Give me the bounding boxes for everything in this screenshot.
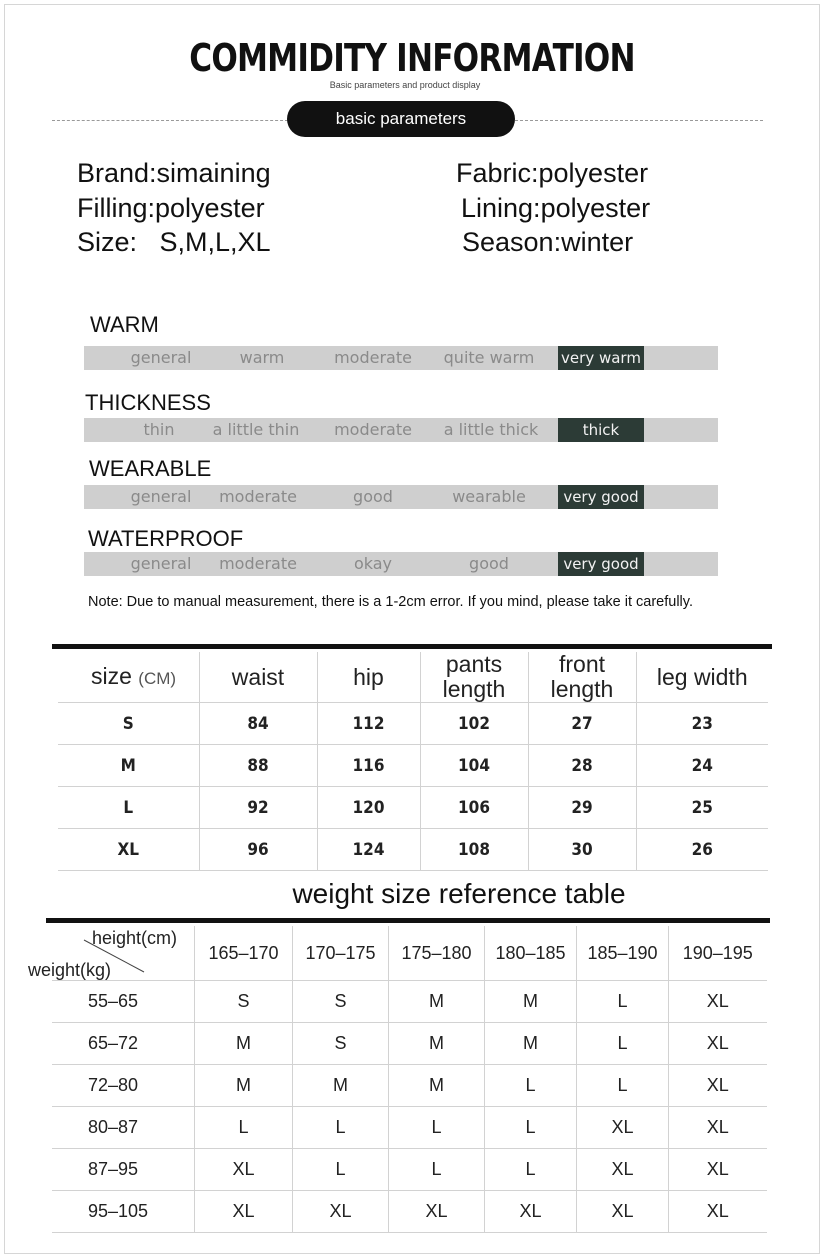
rating-option: quite warm — [443, 348, 535, 367]
size-label: M — [58, 745, 199, 787]
corner-cell — [28, 926, 195, 981]
size-value: 116 — [317, 745, 420, 787]
height-range: 185–190 — [577, 926, 669, 981]
recommended-size: XL — [669, 1149, 767, 1191]
size-value: 88 — [199, 745, 317, 787]
header-waist: waist — [199, 652, 317, 703]
size-value: 28 — [528, 745, 636, 787]
recommended-size: S — [293, 1023, 389, 1065]
weight-range: 87–95 — [52, 1149, 195, 1191]
rating-label-wearable: WEARABLE — [89, 456, 212, 481]
recommended-size: XL — [577, 1149, 669, 1191]
param-lining: Lining:polyester — [461, 193, 651, 223]
height-range: 170–175 — [293, 926, 389, 981]
size-value: 23 — [636, 703, 768, 745]
recommended-size: L — [195, 1107, 293, 1149]
param-brand: Brand:simaining — [77, 158, 271, 188]
weight-row — [52, 1065, 767, 1107]
weight-range: 80–87 — [52, 1107, 195, 1149]
rating-option-selected: very good — [558, 552, 644, 576]
param-size: Size: S,M,L,XL — [77, 227, 271, 257]
size-value: 27 — [528, 703, 636, 745]
recommended-size: XL — [669, 1023, 767, 1065]
rating-option: moderate — [334, 420, 412, 439]
weight-range: 72–80 — [52, 1065, 195, 1107]
recommended-size: XL — [669, 1107, 767, 1149]
recommended-size: XL — [389, 1191, 485, 1233]
recommended-size: S — [293, 981, 389, 1023]
recommended-size: M — [195, 1023, 293, 1065]
rating-option: general — [130, 554, 192, 573]
weight-row — [52, 1107, 767, 1149]
header-leg-width: leg width — [636, 652, 768, 703]
size-value: 30 — [528, 829, 636, 871]
size-table — [58, 652, 768, 871]
size-value: 25 — [636, 787, 768, 829]
size-value: 112 — [317, 703, 420, 745]
height-range: 175–180 — [389, 926, 485, 981]
size-table-header — [58, 652, 768, 703]
rating-label-warm: WARM — [90, 312, 159, 337]
size-value: 104 — [420, 745, 528, 787]
recommended-size: L — [293, 1107, 389, 1149]
rating-bar-thickness — [84, 418, 718, 442]
weight-row — [52, 981, 767, 1023]
weight-size-table — [28, 926, 767, 1233]
recommended-size: M — [485, 1023, 577, 1065]
rating-label-waterproof: WATERPROOF — [88, 526, 244, 551]
corner-height-label: height(cm) — [92, 928, 178, 948]
rating-option: good — [353, 487, 393, 506]
rating-option: a little thick — [443, 420, 539, 439]
rating-bar-waterproof — [84, 552, 718, 576]
recommended-size: M — [195, 1065, 293, 1107]
page-subtitle: Basic parameters and product display — [329, 80, 481, 90]
size-value: 120 — [317, 787, 420, 829]
recommended-size: L — [485, 1065, 577, 1107]
header-pants-length: pants length — [420, 652, 528, 703]
size-value: 102 — [420, 703, 528, 745]
recommended-size: XL — [577, 1107, 669, 1149]
size-label: S — [58, 703, 199, 745]
recommended-size: S — [195, 981, 293, 1023]
weight-row — [52, 1191, 767, 1233]
weight-table-header — [52, 926, 767, 981]
divider-right — [515, 120, 763, 121]
rating-option: wearable — [452, 487, 526, 506]
recommended-size: L — [577, 981, 669, 1023]
size-value: 29 — [528, 787, 636, 829]
size-value: 124 — [317, 829, 420, 871]
header-size: size (CM) — [58, 652, 199, 703]
weight-range: 95–105 — [52, 1191, 195, 1233]
rating-option-selected: thick — [558, 418, 644, 442]
param-fabric: Fabric:polyester — [456, 158, 649, 188]
recommended-size: L — [577, 1023, 669, 1065]
recommended-size: XL — [485, 1191, 577, 1233]
rating-option: general — [130, 348, 192, 367]
rating-bar-warm — [84, 346, 718, 370]
weight-range: 55–65 — [52, 981, 195, 1023]
recommended-size: L — [485, 1149, 577, 1191]
rating-option: a little thin — [212, 420, 300, 439]
rating-option: good — [469, 554, 509, 573]
recommended-size: M — [485, 981, 577, 1023]
page-title: COMMIDITY INFORMATION — [189, 36, 635, 80]
size-value: 24 — [636, 745, 768, 787]
recommended-size: L — [389, 1107, 485, 1149]
rating-option-selected: very good — [558, 485, 644, 509]
recommended-size: M — [389, 1023, 485, 1065]
recommended-size: XL — [669, 1191, 767, 1233]
section-pill: basic parameters — [287, 101, 515, 137]
size-row — [58, 787, 768, 829]
corner-weight-label: weight(kg) — [28, 960, 112, 980]
size-table-top-rule — [52, 644, 772, 649]
rating-option: moderate — [219, 554, 297, 573]
size-value: 92 — [199, 787, 317, 829]
recommended-size: M — [293, 1065, 389, 1107]
recommended-size: L — [485, 1107, 577, 1149]
weight-table-title: weight size reference table — [292, 878, 626, 909]
size-row — [58, 829, 768, 871]
weight-range: 65–72 — [52, 1023, 195, 1065]
rating-option: moderate — [219, 487, 297, 506]
recommended-size: M — [389, 981, 485, 1023]
rating-option: warm — [239, 348, 285, 367]
recommended-size: XL — [293, 1191, 389, 1233]
size-value: 26 — [636, 829, 768, 871]
height-range: 190–195 — [669, 926, 767, 981]
size-value: 96 — [199, 829, 317, 871]
divider-left — [52, 120, 288, 121]
header-hip: hip — [317, 652, 420, 703]
rating-label-thickness: THICKNESS — [85, 390, 211, 415]
height-range: 165–170 — [195, 926, 293, 981]
height-range: 180–185 — [485, 926, 577, 981]
size-label: XL — [58, 829, 199, 871]
recommended-size: XL — [669, 1065, 767, 1107]
recommended-size: L — [389, 1149, 485, 1191]
size-label: L — [58, 787, 199, 829]
recommended-size: XL — [669, 981, 767, 1023]
weight-table-top-rule — [46, 918, 770, 923]
rating-option: thin — [143, 420, 175, 439]
recommended-size: M — [389, 1065, 485, 1107]
rating-bar-wearable — [84, 485, 718, 509]
size-value: 106 — [420, 787, 528, 829]
header-front-length: front length — [528, 652, 636, 703]
size-row — [58, 703, 768, 745]
rating-option: okay — [353, 554, 393, 573]
recommended-size: XL — [577, 1191, 669, 1233]
weight-row — [52, 1149, 767, 1191]
param-filling: Filling:polyester — [77, 193, 265, 223]
size-row — [58, 745, 768, 787]
measurement-note: Note: Due to manual measurement, there is a 1-2cm error. If you mind, please take it carefully. — [88, 594, 693, 610]
rating-option: general — [130, 487, 192, 506]
weight-row — [52, 1023, 767, 1065]
param-season: Season:winter — [462, 227, 634, 257]
size-value: 84 — [199, 703, 317, 745]
recommended-size: XL — [195, 1191, 293, 1233]
rating-option-selected: very warm — [558, 346, 644, 370]
recommended-size: L — [577, 1065, 669, 1107]
size-value: 108 — [420, 829, 528, 871]
recommended-size: XL — [195, 1149, 293, 1191]
recommended-size: L — [293, 1149, 389, 1191]
rating-option: moderate — [334, 348, 412, 367]
